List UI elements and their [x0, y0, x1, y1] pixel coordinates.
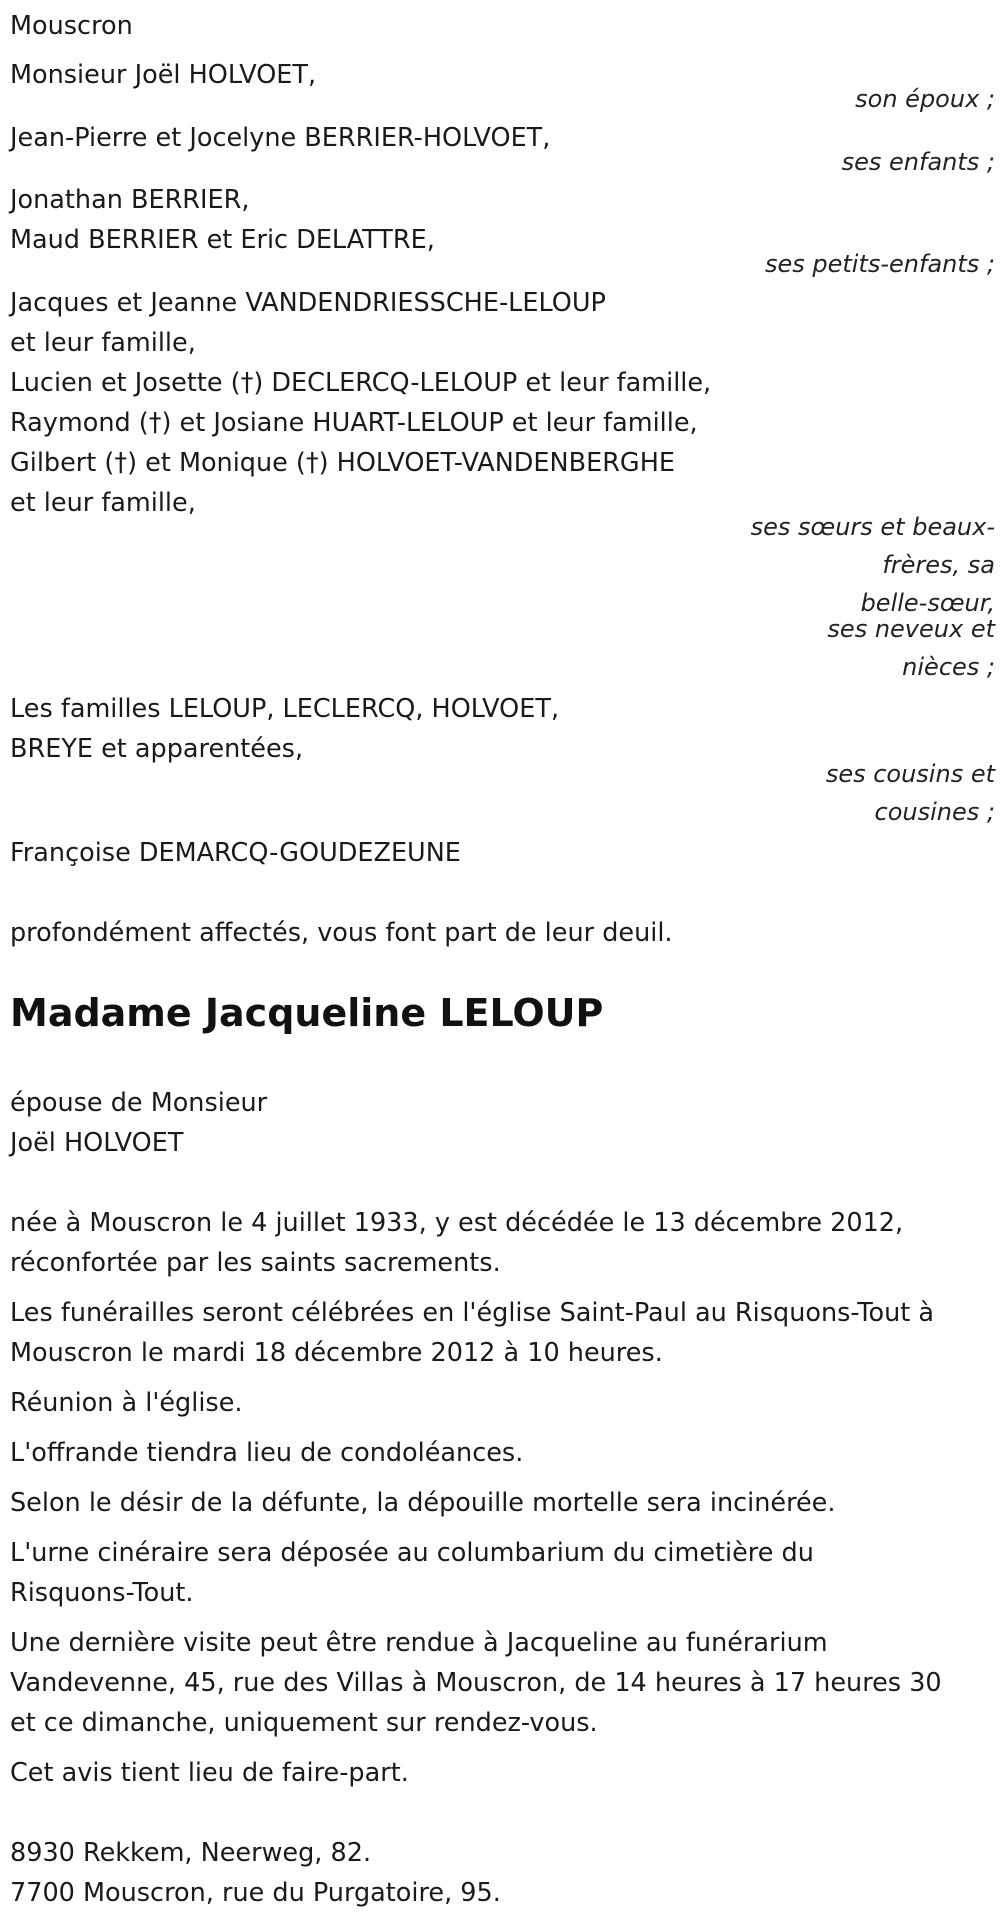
city-heading: Mouscron — [10, 11, 133, 41]
notice-text: Cet avis tient lieu de faire-part. — [10, 1758, 409, 1788]
urn-line: L'urne cinéraire sera déposée au columbarium du cimetière du — [10, 1538, 814, 1568]
cousins-line: BREYE et apparentées, — [10, 734, 304, 764]
meeting-text: Réunion à l'église. — [10, 1388, 243, 1418]
deceased-name: Madame Jacqueline LELOUP — [10, 991, 604, 1035]
funeral-line: Les funérailles seront célébrées en l'église Saint-Paul au Risquons-Tout à — [10, 1298, 935, 1328]
cremation-text: Selon le désir de la défunte, la dépouille mortelle sera incinérée. — [10, 1488, 836, 1518]
cousins-line: Les familles LELOUP, LECLERCQ, HOLVOET, — [10, 694, 560, 724]
siblings-relation-line: ses sœurs et beaux- — [750, 513, 995, 541]
sibling-line: Gilbert (†) et Monique (†) HOLVOET-VANDENBERGHE — [10, 448, 675, 478]
sibling-line: Raymond (†) et Josiane HUART-LELOUP et leur famille, — [10, 408, 698, 438]
cousins-relation-line: ses cousins et — [825, 760, 995, 788]
address-line: 7700 Mouscron, rue du Purgatoire, 95. — [10, 1878, 501, 1908]
urn-line: Risquons-Tout. — [10, 1578, 194, 1608]
deceased-spouse-line: Joël HOLVOET — [10, 1128, 184, 1158]
sibling-line: Jacques et Jeanne VANDENDRIESSCHE-LELOUP — [10, 288, 606, 318]
cousins-relation-line: cousines ; — [874, 798, 995, 826]
address-line: 8930 Rekkem, Neerweg, 82. — [10, 1838, 372, 1868]
nephews-relation-line: ses neveux et — [827, 615, 995, 643]
children-relation: ses enfants ; — [841, 148, 995, 176]
deceased-spouse-line: épouse de Monsieur — [10, 1088, 268, 1118]
spouse-relation: son époux ; — [855, 85, 995, 113]
birth-death-line: née à Mouscron le 4 juillet 1933, y est décédée le 13 décembre 2012, — [10, 1208, 904, 1238]
birth-death-line: réconfortée par les saints sacrements. — [10, 1248, 501, 1278]
grandchild-name: Jonathan BERRIER, — [10, 185, 250, 215]
grandchild-name: Maud BERRIER et Eric DELATTRE, — [10, 225, 435, 255]
announcement-text: profondément affectés, vous font part de leur deuil. — [10, 918, 673, 948]
spouse-name: Monsieur Joël HOLVOET, — [10, 60, 317, 90]
visit-line: et ce dimanche, uniquement sur rendez-vous. — [10, 1708, 598, 1738]
siblings-relation-line: frères, sa — [882, 551, 995, 579]
visit-line: Vandevenne, 45, rue des Villas à Mouscron, de 14 heures à 17 heures 30 — [10, 1668, 942, 1698]
children-names: Jean-Pierre et Jocelyne BERRIER-HOLVOET, — [10, 123, 551, 153]
grandchildren-relation: ses petits-enfants ; — [764, 250, 995, 278]
sibling-line: et leur famille, — [10, 488, 196, 518]
siblings-relation-line: belle-sœur, — [860, 589, 995, 617]
sibling-line: et leur famille, — [10, 328, 196, 358]
visit-line: Une dernière visite peut être rendue à Jacqueline au funérarium — [10, 1628, 828, 1658]
sibling-line: Lucien et Josette (†) DECLERCQ-LELOUP et leur famille, — [10, 368, 712, 398]
friend-name: Françoise DEMARCQ-GOUDEZEUNE — [10, 838, 461, 868]
nephews-relation-line: nièces ; — [902, 653, 995, 681]
offering-text: L'offrande tiendra lieu de condoléances. — [10, 1438, 524, 1468]
funeral-line: Mouscron le mardi 18 décembre 2012 à 10 heures. — [10, 1338, 663, 1368]
